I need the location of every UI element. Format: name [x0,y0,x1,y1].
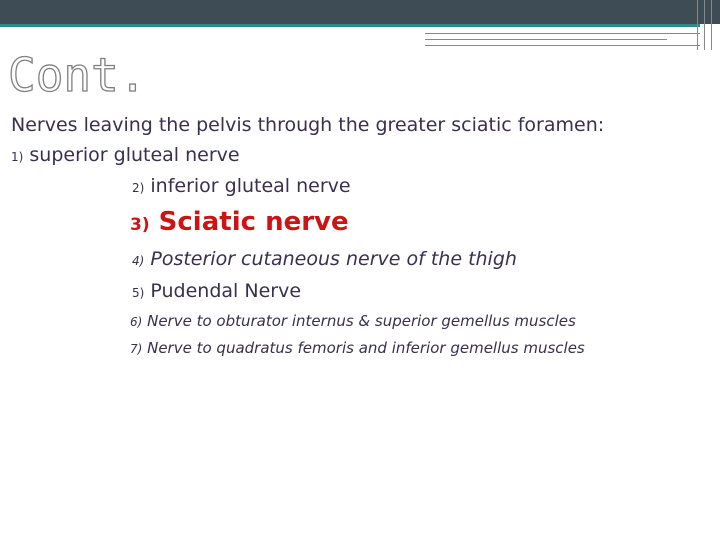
item-number: 7) [130,342,143,356]
item-text: Posterior cutaneous nerve of the thigh [150,248,517,270]
item-text: inferior gluteal nerve [150,175,351,197]
decorative-vertical-line [704,0,705,50]
item-number: 5) [132,286,145,300]
decorative-rule [425,33,700,34]
item-text: Sciatic nerve [158,207,349,237]
item-number: 1) [11,150,24,164]
accent-bar [0,24,700,27]
list-item [130,339,585,357]
item-number: 4) [132,254,145,268]
item-text: Pudendal Nerve [150,280,302,302]
list-item-highlighted [130,207,349,237]
intro-text: Nerves leaving the pelvis through the greater sciatic foramen: [11,114,605,136]
list-item [130,312,576,330]
header-bar [0,0,720,24]
list-item [11,144,240,166]
item-text: Nerve to obturator internus & superior gemellus muscles [147,312,576,330]
decorative-vertical-line [711,0,712,50]
list-item [132,175,351,197]
item-number: 2) [132,181,145,195]
item-text: superior gluteal nerve [29,144,240,166]
slide-title: Cont. [8,48,147,102]
list-item [132,248,517,270]
item-text: Nerve to quadratus femoris and inferior gemellus muscles [147,339,585,357]
list-item [132,280,301,302]
decorative-rule [425,45,700,46]
decorative-rule [425,39,667,40]
item-number: 6) [130,315,143,329]
decorative-vertical-line [697,0,698,50]
item-number: 3) [130,215,150,235]
